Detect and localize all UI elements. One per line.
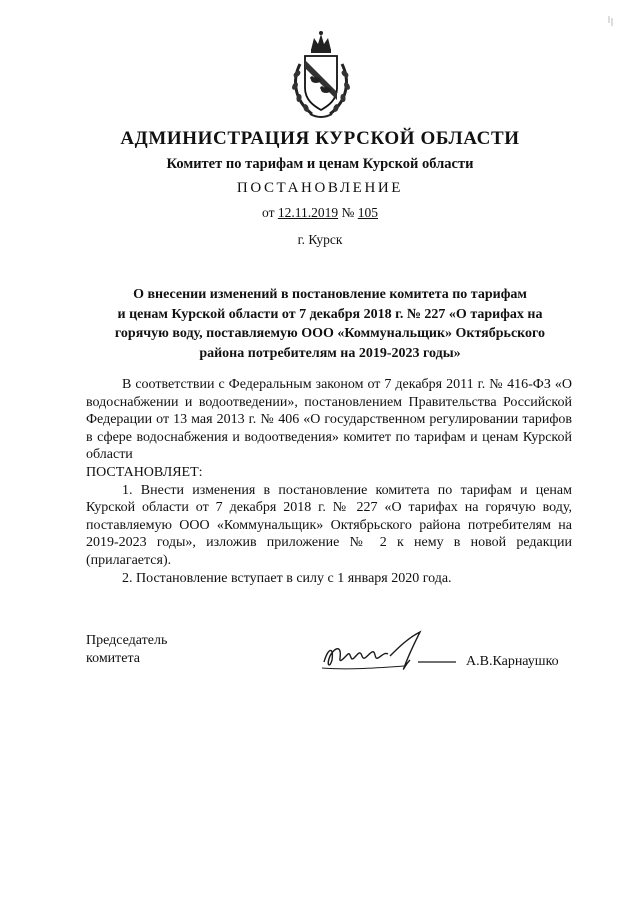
- document-city: г. Курск: [297, 232, 343, 247]
- number-prefix: №: [341, 205, 355, 220]
- handwritten-signature-icon: [318, 628, 458, 678]
- signer-title-line-1: Председатель: [86, 633, 168, 648]
- intro-paragraph: В соответствии с Федеральным законом от 7 декабря 2011 г. № 416-ФЗ «О водоснабжении и водоотведении», постановлением Правительства Российской Федерации от 13 мая 2013 г. № 406 «О государственном регулировании тарифов в сфере водоснабжения и водоотведения» комитет по тарифам и ценам Курской области: [86, 377, 572, 463]
- organization-title: АДМИНИСТРАЦИЯ КУРСКОЙ ОБЛАСТИ: [120, 128, 520, 149]
- document-number: 105: [357, 205, 378, 220]
- organization-subtitle: Комитет по тарифам и ценам Курской области: [166, 156, 474, 172]
- signer-title: [86, 632, 167, 668]
- margin-mark-icon: [606, 14, 616, 28]
- subject-line: района потребителям на 2019-2023 годы»: [199, 345, 461, 361]
- document-body: [86, 376, 572, 587]
- item-1-paragraph: 1. Внести изменения в постановление комитета по тарифам и ценам Курской области от 7 декабря 2018 г. № 227 «О тарифах на горячую воду, поставляемую ООО «Коммунальщик» Октябрьского района потребителям на 2019-2023 годы», изложив приложение № 2 к нему в новой редакции (прилагается).: [86, 482, 572, 568]
- document-date: 12.11.2019: [277, 205, 339, 220]
- document-date-line: [0, 205, 640, 221]
- signer-name: А.В.Карнаушко: [466, 654, 559, 669]
- signer-title-line-2: комитета: [86, 651, 141, 666]
- item-2-paragraph: 2. Постановление вступает в силу с 1 января 2020 года.: [122, 570, 452, 586]
- subject-line: и ценам Курской области от 7 декабря 2018 г. № 227 «О тарифах на: [117, 306, 543, 322]
- date-prefix: от: [262, 205, 275, 220]
- decree-word: ПОСТАНОВЛЯЕТ:: [86, 464, 203, 480]
- document-subject: [80, 285, 580, 363]
- subject-line: горячую воду, поставляемую ООО «Коммунальщик» Октябрьского: [114, 326, 546, 341]
- subject-line: О внесении изменений в постановление комитета по тарифам: [133, 287, 527, 302]
- document-type: ПОСТАНОВЛЕНИЕ: [236, 180, 404, 196]
- kursk-coat-of-arms-icon: [290, 30, 352, 120]
